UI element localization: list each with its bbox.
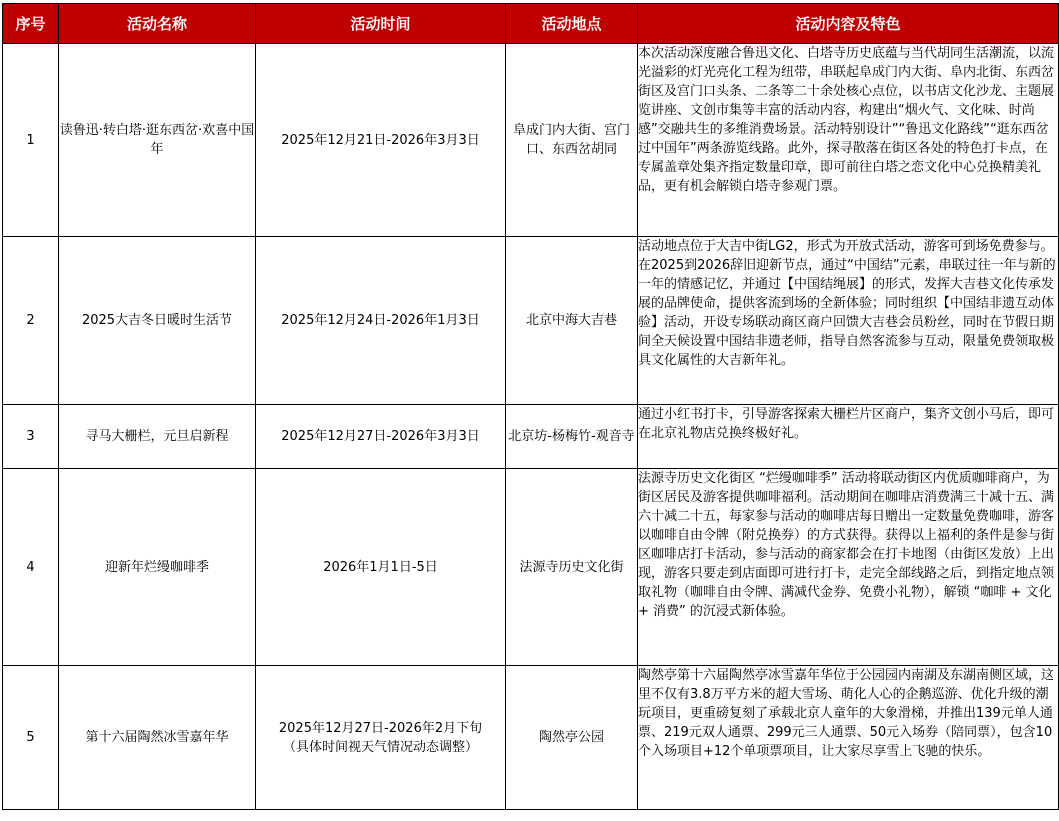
column-header-name: 活动名称: [59, 4, 256, 44]
time-note: （具体时间视天气情况动态调整）: [282, 739, 478, 755]
column-header-index: 序号: [3, 4, 59, 44]
table-row: [3, 44, 1059, 237]
table-row: [3, 405, 1059, 469]
cell-time: [256, 666, 506, 810]
cell-location: 北京中海大吉巷: [506, 237, 638, 405]
cell-time: 2026年1月1日-5日: [256, 469, 506, 666]
cell-index: 3: [3, 405, 59, 469]
cell-index: 1: [3, 44, 59, 237]
cell-index: 2: [3, 237, 59, 405]
cell-description: 通过小红书打卡，引导游客探索大栅栏片区商户，集齐文创小马后，即可在北京礼物店兑换终极好礼。: [638, 405, 1059, 469]
cell-description: 本次活动深度融合鲁迅文化、白塔寺历史底蕴与当代胡同生活潮流，以流光溢彩的灯光亮化工程为纽带，串联起阜成门内大街、阜内北街、东西岔街区及宫门口头条、二条等二十余处核心点位，以书店文化沙龙、主题展览讲座、文创市集等丰富的活动内容，构建出“烟火气、文化味、时尚感”交融共生的多维消费场景。活动特别设计”“鲁迅文化路线”“逛东西岔过中国年”两条游览线路。此外，探寻散落在街区各处的特色打卡点，在专属盖章处集齐指定数量印章，即可前往白塔之恋文化中心兑换精美礼品，更有机会解锁白塔寺参观门票。: [638, 44, 1059, 237]
table-row: [3, 666, 1059, 810]
cell-location: 北京坊-杨梅竹-观音寺: [506, 405, 638, 469]
cell-name: 读鲁迅·转白塔·逛东西岔·欢喜中国年: [59, 44, 256, 237]
cell-name: 迎新年烂缦咖啡季: [59, 469, 256, 666]
table-header-row: [3, 4, 1059, 44]
column-header-location: 活动地点: [506, 4, 638, 44]
cell-location: 法源寺历史文化街: [506, 469, 638, 666]
cell-name: 第十六届陶然冰雪嘉年华: [59, 666, 256, 810]
cell-location: 陶然亭公园: [506, 666, 638, 810]
cell-description: 陶然亭第十六届陶然亭冰雪嘉年华位于公园园内南湖及东湖南侧区域，这里不仅有3.8万平方米的超大雪场、萌化人心的企鹅巡游、优化升级的潮玩项目，更重磅复刻了承载北京人童年的大象滑梯，并推出139元单人通票、219元双人通票、299元三人通票、50元入场券（陪同票），包含10个入场项目+12个单项票项目，让大家尽享雪上飞驰的快乐。: [638, 666, 1059, 810]
column-header-description: 活动内容及特色: [638, 4, 1059, 44]
time-range: 2025年12月27日-2026年2月下旬: [278, 720, 483, 736]
cell-index: 4: [3, 469, 59, 666]
cell-name: 2025大吉冬日暖时生活节: [59, 237, 256, 405]
cell-location: 阜成门内大街、宫门口、东西岔胡同: [506, 44, 638, 237]
table-row: [3, 237, 1059, 405]
cell-time: 2025年12月24日-2026年1月3日: [256, 237, 506, 405]
cell-index: 5: [3, 666, 59, 810]
cell-description: 活动地点位于大吉中街LG2，形式为开放式活动，游客可到场免费参与。在2025到2026辞旧迎新节点，通过“中国结”元素，串联过往一年与新的一年的情感记忆，并通过【中国结绳展】的形式，发挥大吉巷文化传承发展的品牌使命，提供客流到场的全新体验；同时组织【中国结非遗互动体验】活动，开设专场联动商区商户回馈大吉巷会员粉丝，同时在节假日期间全天候设置中国结非遗老师，指导自然客流参与互动，限量免费领取极具文化属性的大吉新年礼。: [638, 237, 1059, 405]
table-row: [3, 469, 1059, 666]
cell-time: 2025年12月27日-2026年3月3日: [256, 405, 506, 469]
column-header-time: 活动时间: [256, 4, 506, 44]
events-table: [2, 3, 1059, 810]
cell-time: 2025年12月21日-2026年3月3日: [256, 44, 506, 237]
cell-description: 法源寺历史文化街区 “烂缦咖啡季” 活动将联动街区内优质咖啡商户，为街区居民及游客提供咖啡福利。活动期间在咖啡店消费满三十减十五、满六十减二十五，每家参与活动的咖啡店每日赠出一定数量免费咖啡，游客以咖啡自由令牌（附兑换券）的方式获得。获得以上福利的条件是参与街区咖啡店打卡活动，参与活动的商家都会在打卡地图（由街区发放）上出现，游客只要走到店面即可进行打卡，走完全部线路之后，到指定地点领取礼物（咖啡自由令牌、满减代金券、免费小礼物），解锁 “咖啡 + 文化 + 消费” 的沉浸式新体验。: [638, 469, 1059, 666]
cell-name: 寻马大栅栏，元旦启新程: [59, 405, 256, 469]
